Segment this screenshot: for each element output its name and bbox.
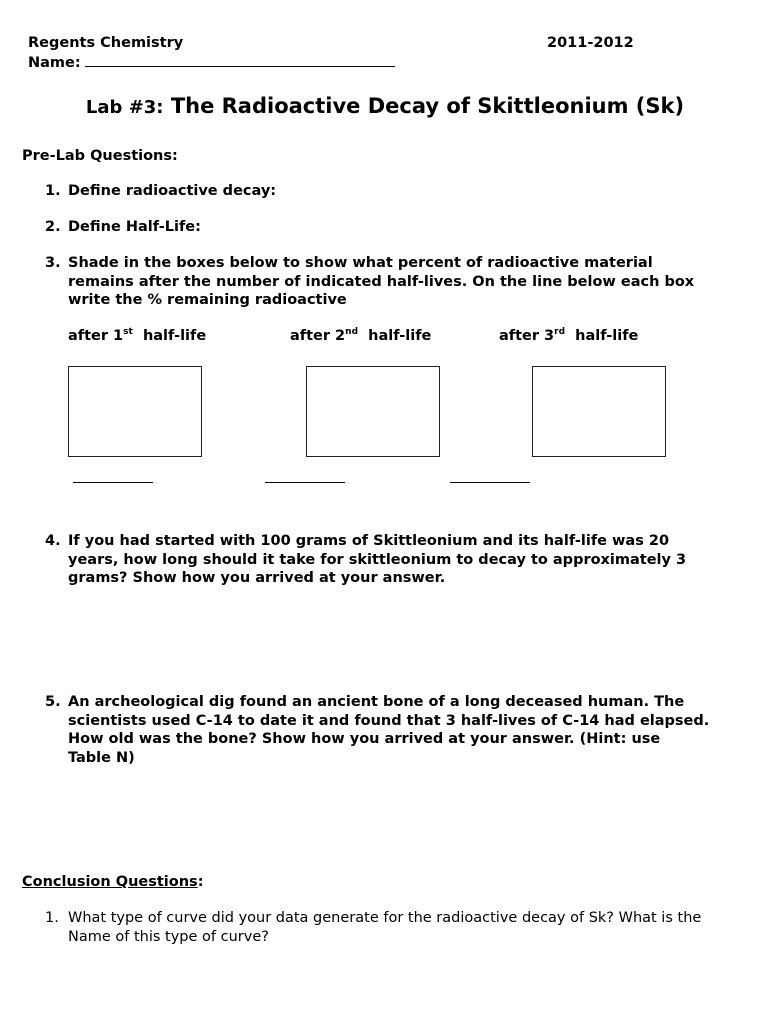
prelab-question-2 [0, 218, 770, 238]
question-line: grams? Show how you arrived at your answer. [68, 570, 446, 586]
conclusion-heading: Conclusion Questions [22, 874, 198, 890]
prelab-question-3 [0, 254, 770, 314]
shade-box-1[interactable] [68, 366, 202, 457]
question-line: If you had started with 100 grams of Skittleonium and its half-life was 20 [68, 533, 670, 549]
question-line: years, how long should it take for skittleonium to decay to approximately 3 [68, 551, 687, 568]
half-life-after: after 1 [68, 328, 124, 344]
question-line: scientists used C-14 to date it and found that 3 half-lives of C-14 had elapsed. [68, 712, 710, 729]
question-line: How old was the bone? Show how you arrived at your answer. (Hint: use [68, 731, 661, 747]
question-line: remains after the number of indicated half-lives. On the line below each box [68, 273, 695, 290]
question-text: Define radioactive decay: [68, 183, 277, 199]
question-number: 1. [45, 910, 59, 926]
name-label: Name: [28, 55, 81, 71]
prelab-question-5 [0, 693, 770, 773]
lab-title-main: The Radioactive Decay of Skittleonium (Sk) [170, 94, 685, 118]
question-text: Define Half-Life: [68, 219, 201, 235]
half-life-label-2 [290, 327, 431, 344]
question-text [68, 693, 748, 767]
conclusion-question-1 [0, 909, 770, 949]
prelab-question-4 [0, 532, 770, 592]
half-life-word: half-life [142, 328, 207, 344]
half-life-after: after 2 [290, 328, 346, 344]
question-number: 3. [45, 255, 61, 271]
course-name: Regents Chemistry [28, 35, 184, 51]
percent-answer-blank-3[interactable] [450, 482, 530, 483]
question-text [68, 254, 748, 310]
question-text [68, 909, 748, 946]
question-number: 1. [45, 183, 61, 199]
question-line: An archeological dig found an ancient bone of a long deceased human. The [68, 694, 685, 710]
school-year: 2011-2012 [547, 35, 634, 51]
conclusion-heading-row [22, 874, 204, 890]
ordinal-suffix: nd [345, 327, 359, 337]
question-number: 5. [45, 694, 61, 710]
prelab-heading: Pre-Lab Questions: [22, 148, 178, 164]
question-line: Shade in the boxes below to show what percent of radioactive material [68, 255, 653, 271]
question-line: Name of this type of curve? [68, 928, 269, 945]
percent-answer-blank-2[interactable] [265, 482, 345, 483]
ordinal-suffix: st [123, 327, 133, 337]
conclusion-heading-colon: : [197, 874, 204, 890]
half-life-word: half-life [575, 328, 639, 344]
half-life-label-3 [499, 327, 638, 344]
prelab-question-1 [0, 182, 770, 202]
question-line: write the % remaining radioactive [68, 292, 347, 308]
half-life-after: after 3 [499, 328, 555, 344]
question-line: What type of curve did your data generate for the radioactive decay of Sk? What is the [68, 910, 702, 926]
question-number: 4. [45, 533, 61, 549]
name-blank-line [85, 54, 395, 67]
lab-title [0, 94, 770, 118]
percent-answer-blank-1[interactable] [73, 482, 153, 483]
name-row [28, 54, 395, 71]
question-text [68, 532, 748, 588]
question-line: Table N) [68, 749, 135, 766]
question-number: 2. [45, 219, 61, 235]
half-life-word: half-life [368, 328, 432, 344]
half-life-label-1 [68, 327, 206, 344]
shade-box-2[interactable] [306, 366, 440, 457]
lab-title-prefix: Lab #3: [85, 97, 164, 118]
ordinal-suffix: rd [554, 327, 566, 337]
shade-box-3[interactable] [532, 366, 666, 457]
